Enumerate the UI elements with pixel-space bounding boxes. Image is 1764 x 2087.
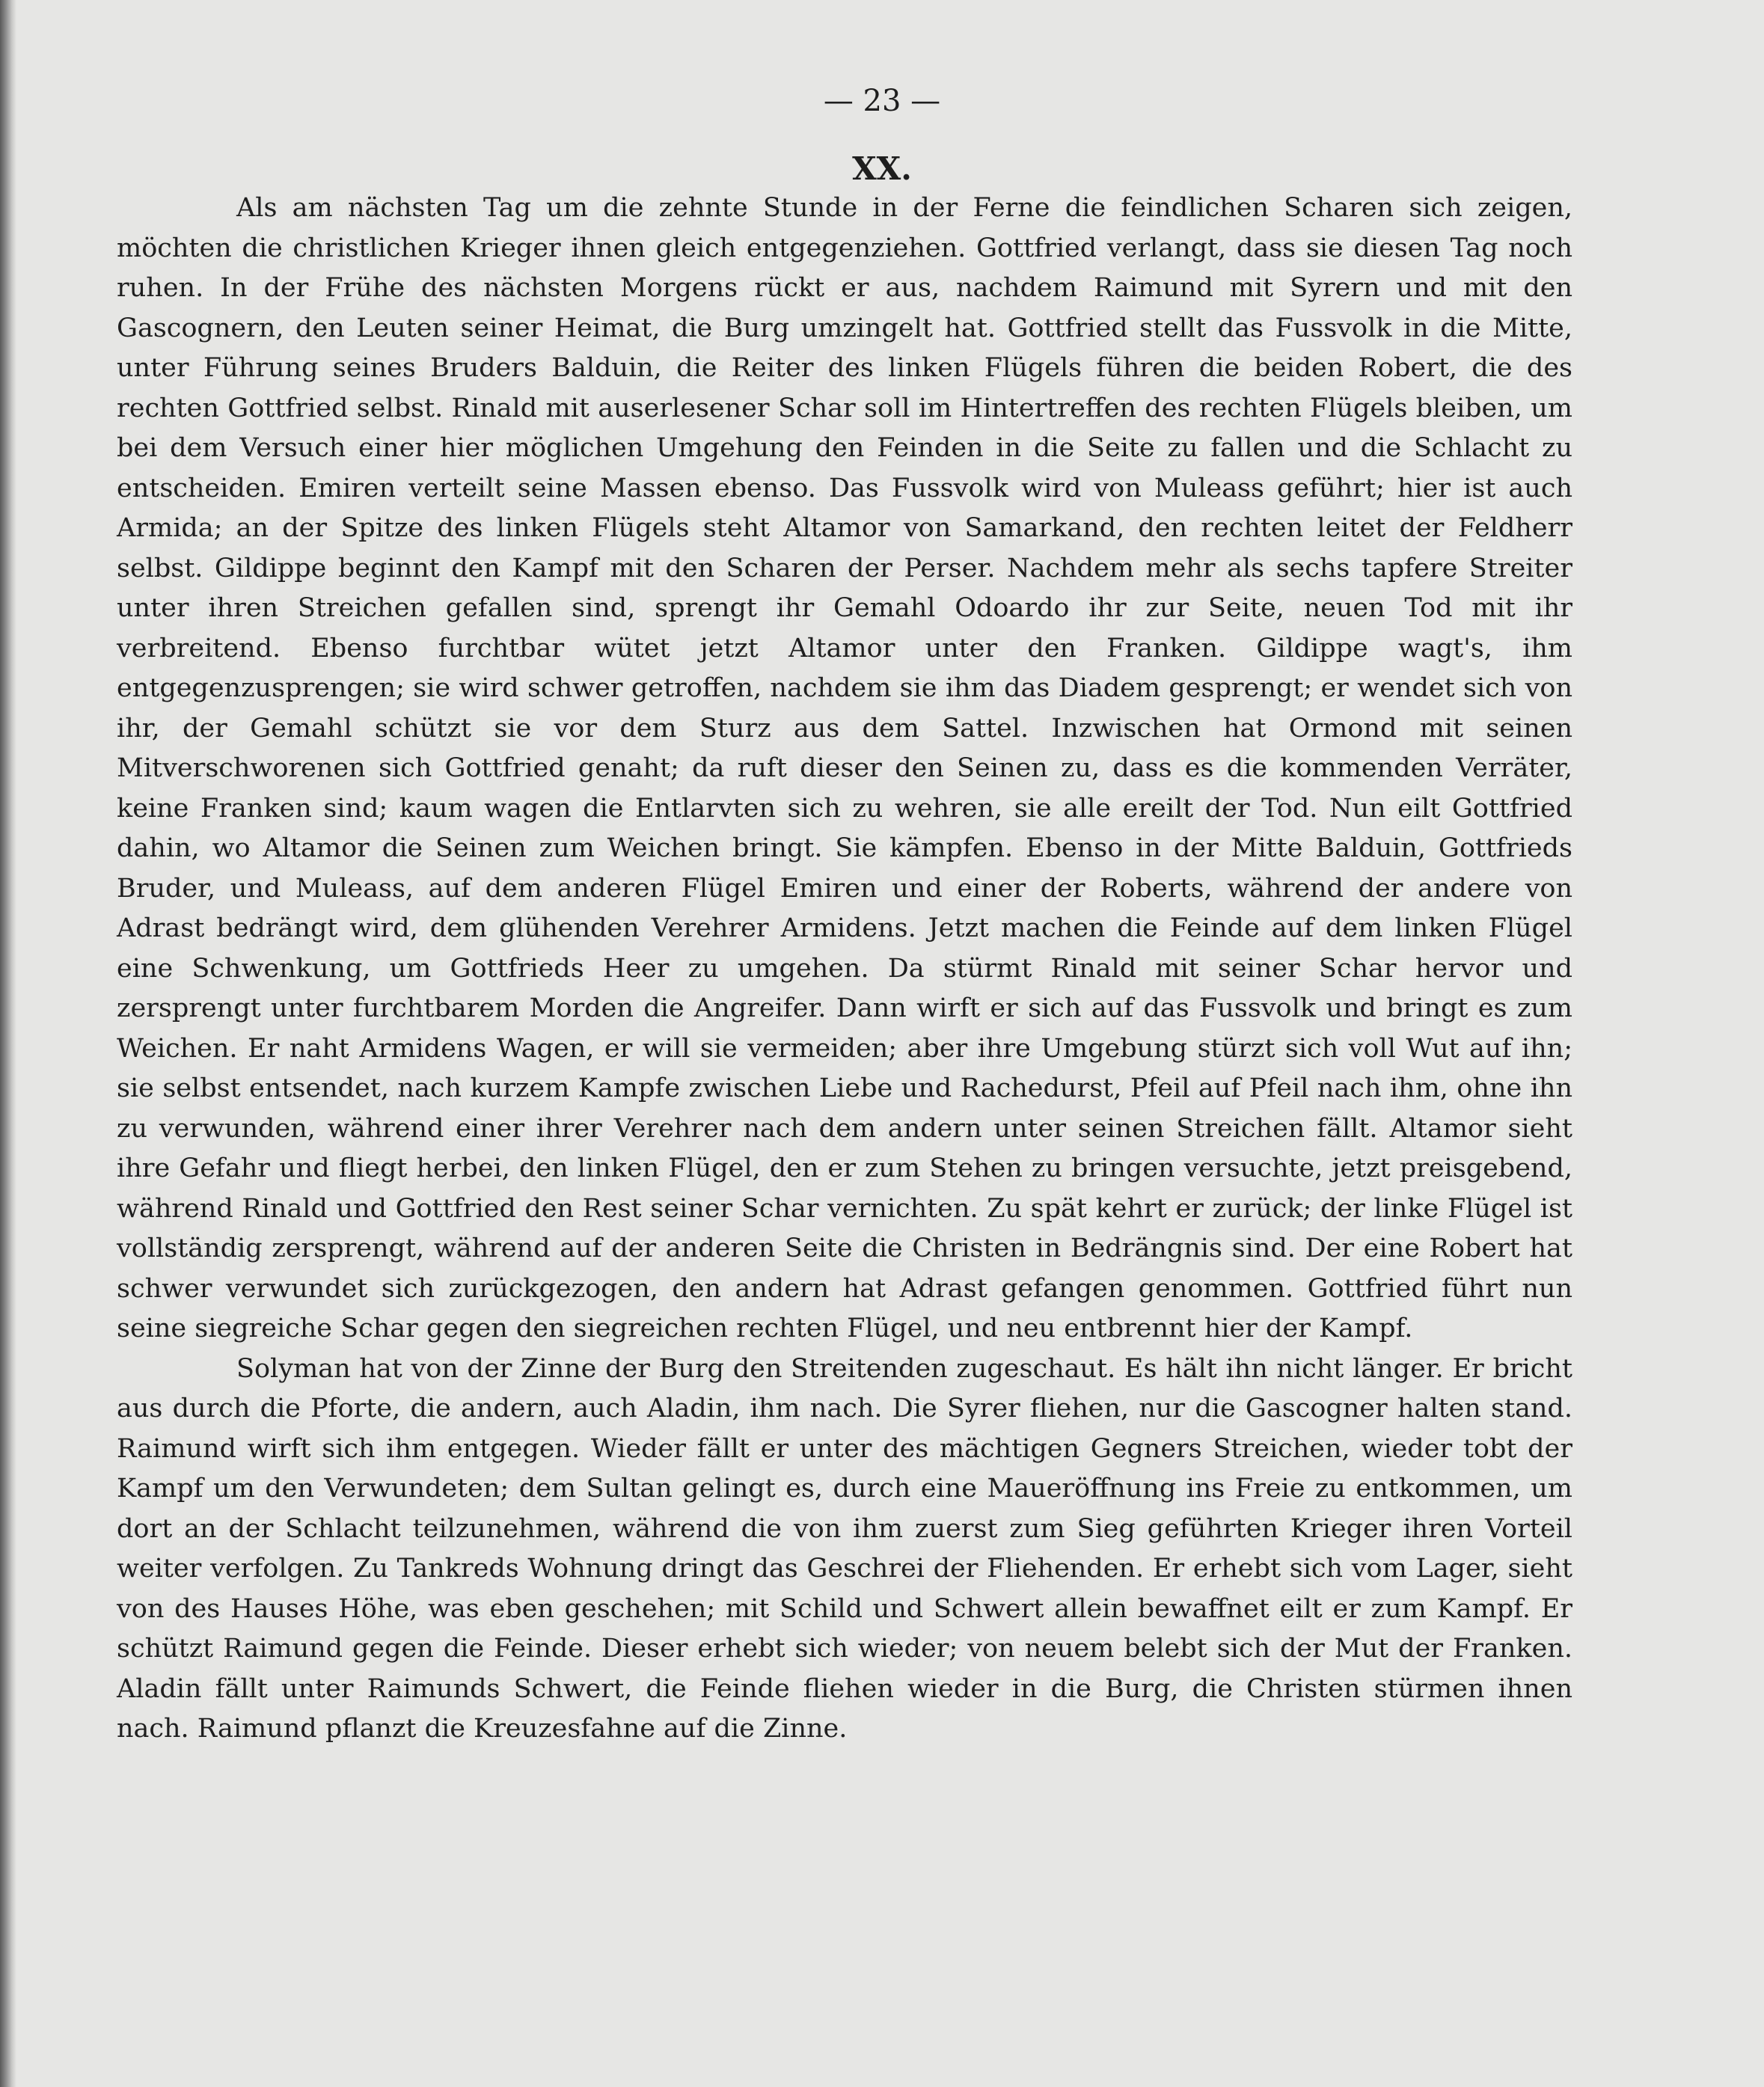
page-edge-shadow xyxy=(0,0,16,2087)
chapter-heading: XX. xyxy=(852,150,912,187)
paragraph: Als am nächsten Tag um die zehnte Stunde in der Ferne die feindlichen Scharen sich zeigen, möchten die christlichen Krieger ihnen gleich entgegenziehen. Gottfried verlangt, dass sie diesen Tag noch ruhen. In der Frühe des nächsten Morgens rückt er aus, nachdem Raimund mit Syrern und mit den Gascognern, den Leuten seiner Heimat, die Burg umzingelt hat. Gottfried stellt das Fussvolk in die Mitte, unter Führung seines Bruders Balduin, die Reiter des linken Flügels führen die beiden Robert, die des rechten Gottfried selbst. Rinald mit auserlesener Schar soll im Hintertreffen des rechten Flügels bleiben, um bei dem Versuch einer hier möglichen Umgehung den Feinden in die Seite zu fallen und die Schlacht zu entscheiden. Emiren verteilt seine Massen ebenso. Das Fussvolk wird von Muleass geführt; hier ist auch Armida; an der Spitze des linken Flügels steht Altamor von Samarkand, den rechten leitet der Feldherr selbst. Gildippe beginnt den Kampf mit den Scharen der Perser. Nachdem mehr als sechs tapfere Streiter unter ihren Streichen gefallen sind, sprengt ihr Gemahl Odoardo ihr zur Seite, neuen Tod mit ihr verbreitend. Ebenso furchtbar wütet jetzt Altamor unter den Franken. Gildippe wagt's, ihm entgegenzusprengen; sie wird schwer getroffen, nachdem sie ihm das Diadem gesprengt; er wendet sich von ihr, der Gemahl schützt sie vor dem Sturz aus dem Sattel. Inzwischen hat Ormond mit seinen Mitverschworenen sich Gottfried genaht; da ruft dieser den Seinen zu, dass es die kommenden Verräter, keine Franken sind; kaum wagen die Entlarvten sich zu wehren, sie alle ereilt der Tod. Nun eilt Gottfried dahin, wo Altamor die Seinen zum Weichen bringt. Sie kämpfen. Ebenso in der Mitte Balduin, Gottfrieds Bruder, und Muleass, auf dem anderen Flügel Emiren und einer der Roberts, während der andere von Adrast bedrängt wird, dem glühenden Verehrer Armidens. Jetzt machen die Feinde auf dem linken Flügel eine Schwenkung, um Gottfrieds Heer zu umgehen. Da stürmt Rinald mit seiner Schar hervor und zersprengt unter furchtbarem Morden die Angreifer. Dann wirft er sich auf das Fussvolk und bringt es zum Weichen. Er naht Armidens Wagen, er will sie vermeiden; aber ihre Umgebung stürzt sich voll Wut auf ihn; sie selbst entsendet, nach kurzem Kampfe zwischen Liebe und Rachedurst, Pfeil auf Pfeil nach ihm, ohne ihn zu verwunden, während einer ihrer Verehrer nach dem andern unter seinen Streichen fällt. Altamor sieht ihre Gefahr und fliegt herbei, den linken Flügel, den er zum Stehen zu bringen versuchte, jetzt preisgebend, während Rinald und Gottfried den Rest seiner Schar vernichten. Zu spät kehrt er zurück; der linke Flügel ist vollständig zersprengt, während auf der anderen Seite die Christen in Bedrängnis sind. Der eine Robert hat schwer verwundet sich zurückgezogen, den andern hat Adrast gefangen genommen. Gottfried führt nun seine siegreiche Schar gegen den siegreichen rechten Flügel, und neu entbrennt hier der Kampf. xyxy=(117,193,1572,1343)
body-text xyxy=(117,189,1572,1750)
paragraph: Solyman hat von der Zinne der Burg den Streitenden zugeschaut. Es hält ihn nicht länger. Er bricht aus durch die Pforte, die andern, auch Aladin, ihm nach. Die Syrer fliehen, nur die Gascogner halten stand. Raimund wirft sich ihm entgegen. Wieder fällt er unter des mächtigen Gegners Streichen, wieder tobt der Kampf um den Verwundeten; dem Sultan gelingt es, durch eine Maueröffnung ins Freie zu entkommen, um dort an der Schlacht teilzunehmen, während die von ihm zuerst zum Sieg geführten Krieger ihren Vorteil weiter verfolgen. Zu Tankreds Wohnung dringt das Geschrei der Fliehenden. Er erhebt sich vom Lager, sieht von des Hauses Höhe, was eben geschehen; mit Schild und Schwert allein bewaffnet eilt er zum Kampf. Er schützt Raimund gegen die Feinde. Dieser erhebt sich wieder; von neuem belebt sich der Mut der Franken. Aladin fällt unter Raimunds Schwert, die Feinde fliehen wieder in die Burg, die Christen stürmen ihnen nach. Raimund pflanzt die Kreuzesfahne auf die Zinne. xyxy=(117,1353,1572,1744)
page-number: — 23 — xyxy=(823,84,941,118)
